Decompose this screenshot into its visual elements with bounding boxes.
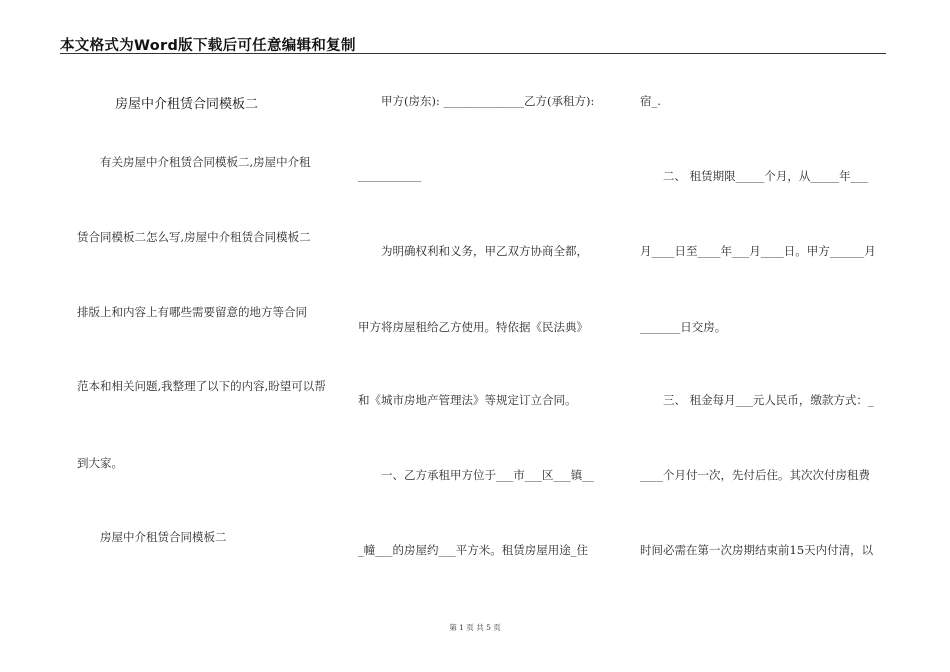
paragraph-line: 到大家。 xyxy=(77,456,123,470)
paragraph-line: _______日交房。 xyxy=(640,320,727,334)
paragraph-line: 一、乙方承租甲方位于___市___区___镇__ xyxy=(381,468,594,482)
paragraph-line: ___________ xyxy=(358,168,422,182)
document-title: 房屋中介租赁合同模板二 xyxy=(115,97,259,112)
section-heading: 房屋中介租赁合同模板二 xyxy=(100,530,227,544)
paragraph-line: 宿_. xyxy=(640,94,661,108)
paragraph-line: ____个月付一次，先付后住。其次次付房租费 xyxy=(640,468,870,482)
paragraph-line: 有关房屋中介租赁合同模板二,房屋中介租 xyxy=(100,155,311,169)
paragraph-line: 三、 租金每月___元人民币，缴款方式：_ xyxy=(663,393,874,407)
paragraph-line: 赁合同模板二怎么写,房屋中介租赁合同模板二 xyxy=(77,230,311,244)
paragraph-line: 为明确权利和义务，甲乙双方协商全都， xyxy=(381,244,588,258)
paragraph-line: 时间必需在第一次房期结束前15天内付清，以 xyxy=(640,543,874,557)
paragraph-line: 排版上和内容上有哪些需要留意的地方等合同 xyxy=(77,305,307,319)
header-divider xyxy=(60,53,886,54)
paragraph-line: 甲方(房东): ______________乙方(承租方): xyxy=(381,94,595,108)
paragraph-line: 甲方将房屋租给乙方使用。特依据《民法典》 xyxy=(358,320,588,334)
header-banner: 本文格式为Word版下载后可任意编辑和复制 xyxy=(60,38,356,54)
paragraph-line: 范本和相关问题,我整理了以下的内容,盼望可以帮 xyxy=(77,379,326,393)
paragraph-line: _幢___的房屋约___平方米。租赁房屋用途_住 xyxy=(358,543,588,557)
paragraph-line: 二、 租赁期限_____个月，从_____年___ xyxy=(663,169,868,183)
paragraph-line: 和《城市房地产管理法》等规定订立合同。 xyxy=(358,393,577,407)
paragraph-line: 月____日至____年___月____日。甲方______月 xyxy=(640,244,876,258)
page-indicator: 第 1 页 共 5 页 xyxy=(449,623,501,632)
